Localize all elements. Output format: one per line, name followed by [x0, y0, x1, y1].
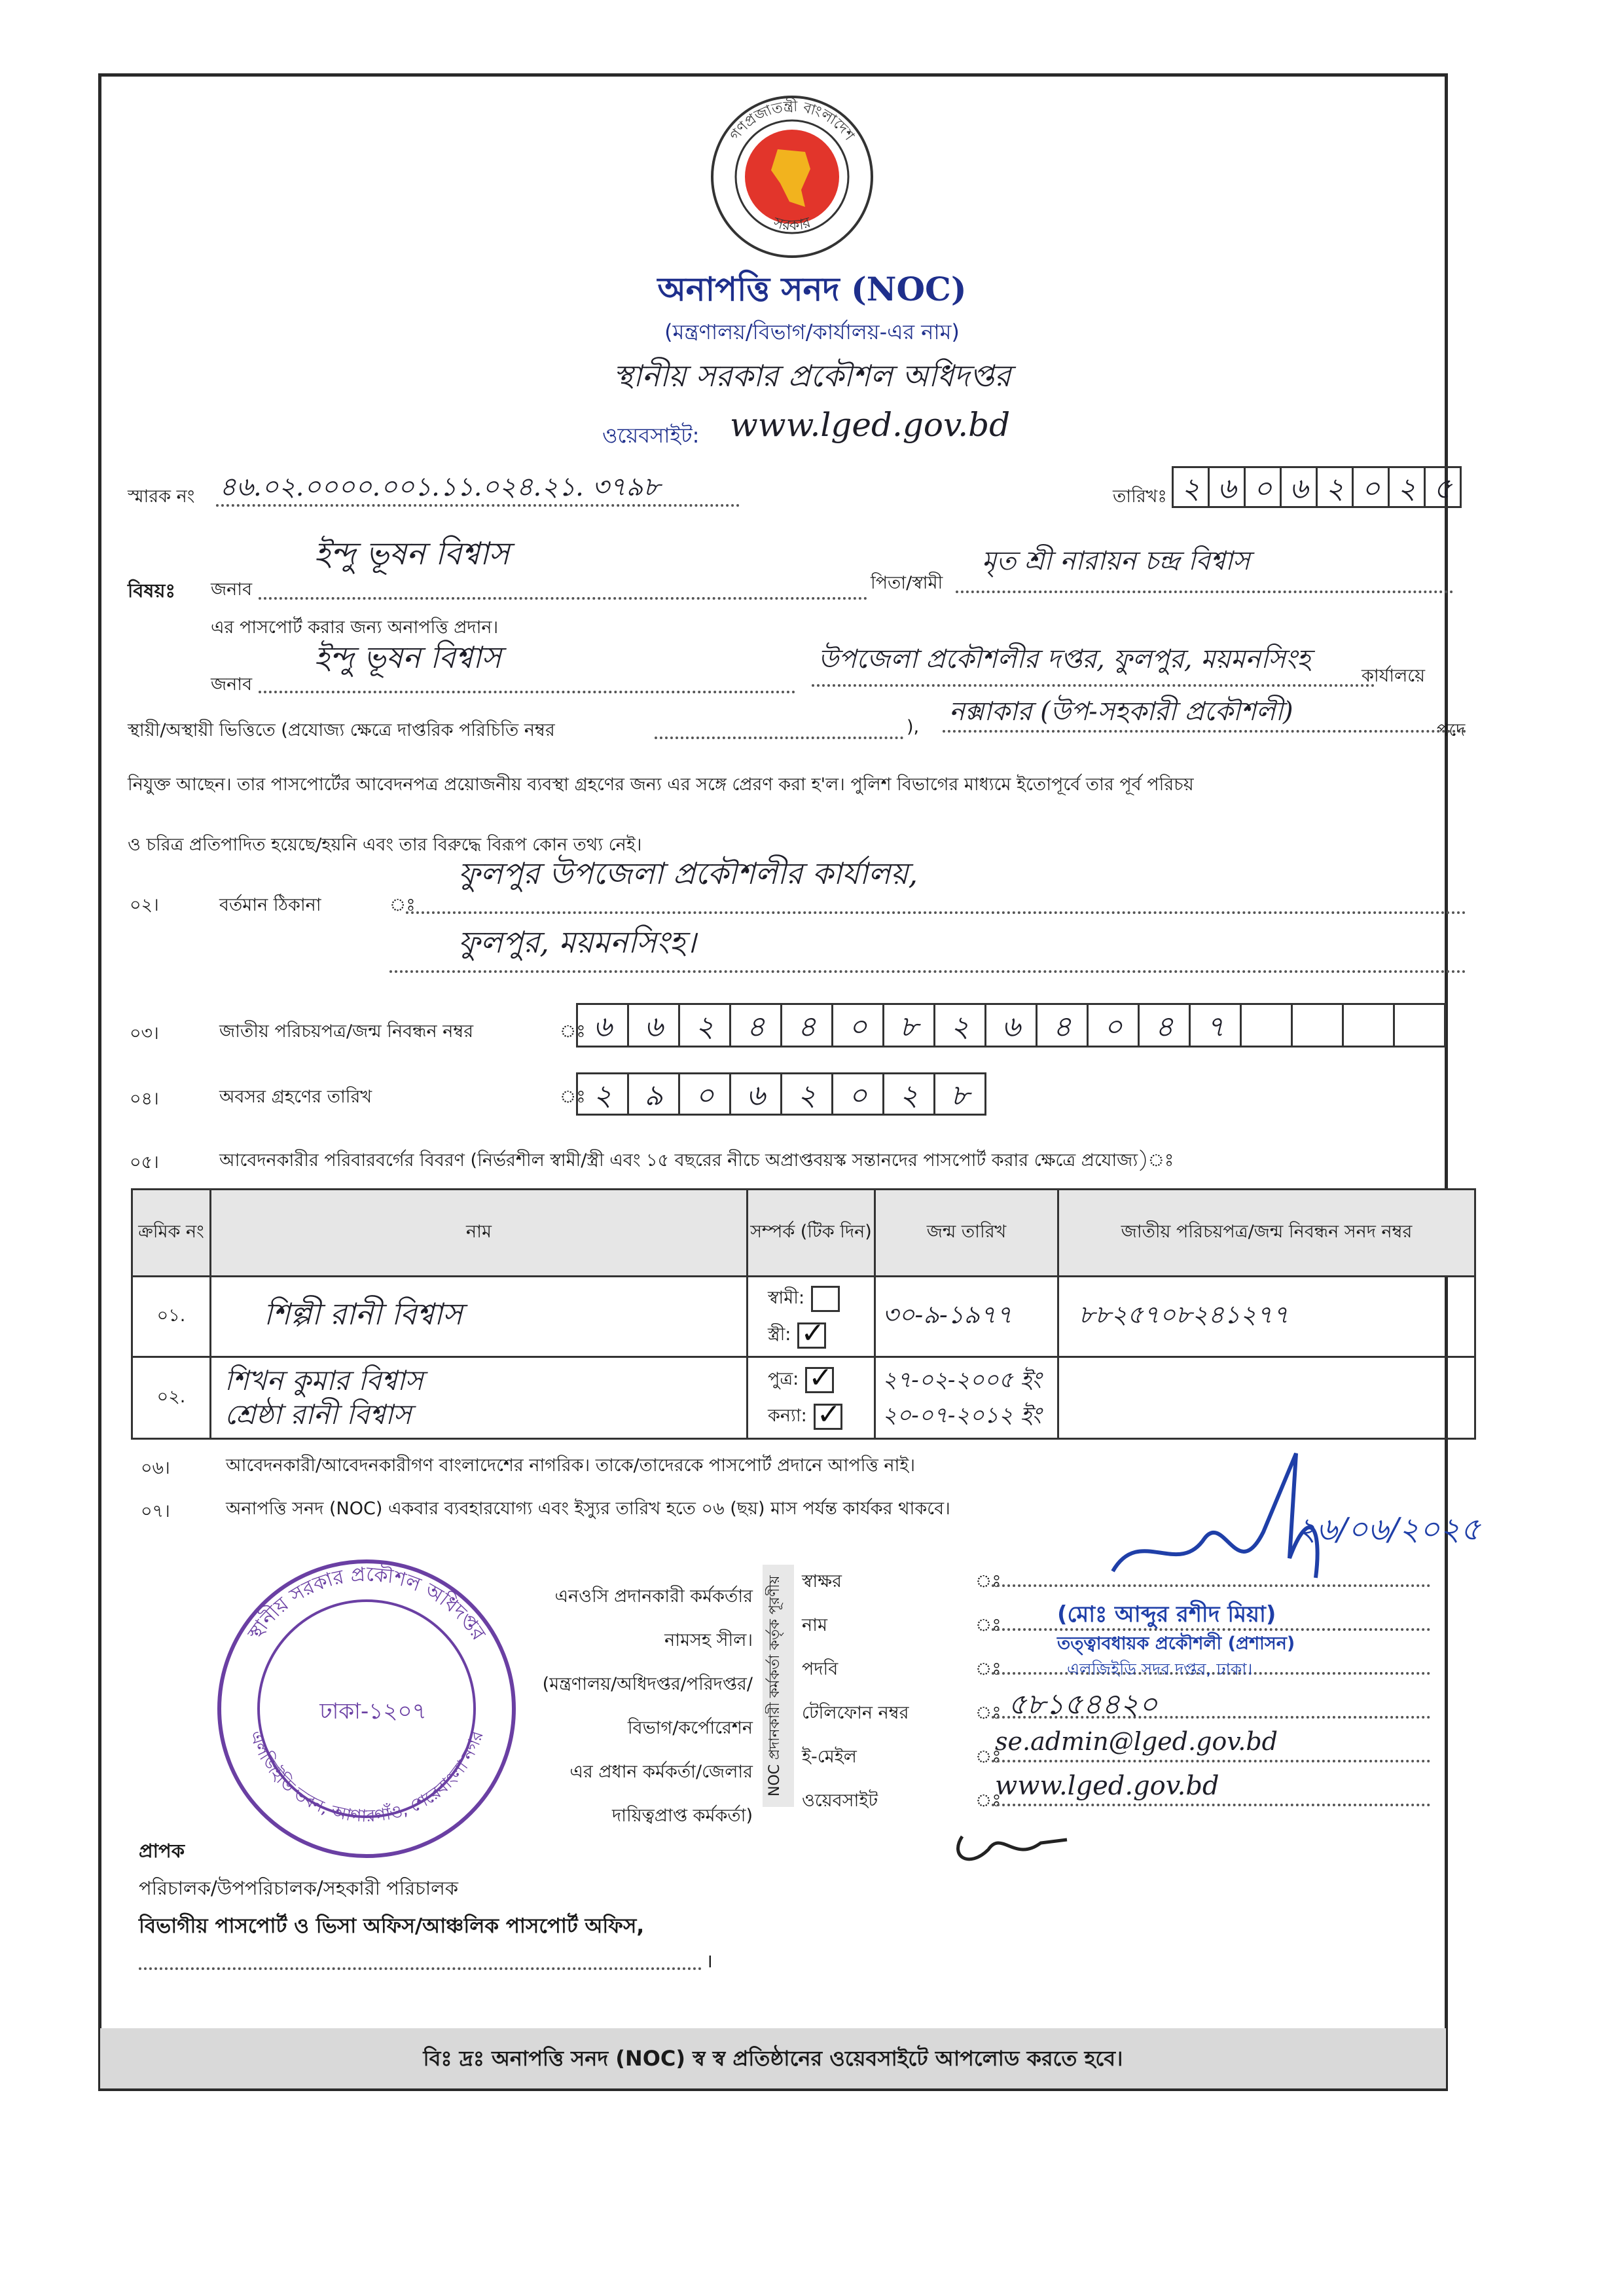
digit-box: ২	[1172, 466, 1210, 508]
digit-box: ৪	[780, 1003, 833, 1048]
mr-label: জনাব	[211, 579, 253, 600]
nid-label: জাতীয় পরিচয়পত্র/জন্ম নিবন্ধন নম্বর	[219, 1021, 474, 1042]
note-06-number: ০৬।	[141, 1458, 170, 1478]
digit-box: ২	[933, 1003, 986, 1048]
digit-box: ০	[1087, 1003, 1140, 1048]
col-dob: জন্ম তারিখ	[875, 1190, 1058, 1277]
svg-text:গণপ্রজাতন্ত্রী বাংলাদেশ: গণপ্রজাতন্ত্রী বাংলাদেশ	[727, 98, 857, 144]
subject-label: বিষয়ঃ	[128, 579, 175, 602]
office-suffix: কার্যালয়ে	[1362, 666, 1425, 686]
checkbox-husband[interactable]	[811, 1286, 840, 1312]
item-04-number: ০৪।	[130, 1089, 159, 1109]
digit-box: ৬	[627, 1003, 680, 1048]
recipient-label: প্রাপক	[139, 1840, 185, 1862]
signed-date: ২৬/০৬/২০২৫	[1296, 1511, 1481, 1548]
footer-note: বিঃ দ্রঃ অনাপত্তি সনদ (NOC) স্ব স্ব প্রতিষ্ঠানের ওয়েবসাইটে আপলোড করতে হবে।	[100, 2028, 1446, 2088]
digit-box	[1393, 1003, 1446, 1048]
digit-box: ৯	[627, 1072, 680, 1116]
table-row: ০১. শিল্পী রানী বিশ্বাস স্বামী: স্ত্রী: ✓ ৩০-৯-১৯৭৭ ৮৮২৫৭০৮২৪১২৭৭	[132, 1277, 1475, 1357]
digit-box: ২	[576, 1072, 629, 1116]
svg-text:এলজিইডি ভবন, আগারগাঁও, শেরেবাং: এলজিইডি ভবন, আগারগাঁও, শেরেবাংলা নগর	[245, 1728, 488, 1827]
memo-label: স্মারক নং	[128, 486, 195, 507]
paragraph-2: ও চরিত্র প্রতিপাদিত হয়েছে/হয়নি এবং তার বিরুদ্ধে বিরূপ কোন তথ্য নেই।	[128, 835, 642, 855]
signatory-name: (মোঃ আব্দুর রশীদ মিয়া)	[1057, 1601, 1276, 1628]
col-nid: জাতীয় পরিচয়পত্র/জন্ম নিবন্ধন সনদ নম্বর	[1058, 1190, 1475, 1277]
svg-text:সরকার: সরকার	[771, 214, 813, 234]
website-label: ওয়েবসাইট:	[602, 423, 700, 448]
digit-box: ৫	[1424, 466, 1462, 508]
family-label: আবেদনকারীর পরিবারবর্গের বিবরণ (নির্ভরশীল স্বামী/স্ত্রী এবং ১৫ বছরের নীচে অপ্রাপ্তবয়স্ক সন্তানদের পাসপোর্ট করার ক্ষেত্রে প্রযোজ্য)ঃ	[219, 1150, 1174, 1171]
digit-box: ৬	[729, 1072, 782, 1116]
close-paren: ),	[907, 717, 920, 737]
office-2: উপজেলা প্রকৌশলীর দপ্তর, ফুলপুর, ময়মনসিংহ	[818, 644, 1311, 674]
page-title: অনাপত্তি সনদ (NOC)	[657, 270, 967, 308]
table-header-row	[132, 1190, 1475, 1277]
col-serial: ক্রমিক নং	[132, 1190, 211, 1277]
father-name: মৃত শ্রী নারায়ন চন্দ্র বিশ্বাস	[982, 546, 1250, 576]
col-name: নাম	[211, 1190, 748, 1277]
recipient-line-2: বিভাগীয় পাসপোর্ট ও ভিসা অফিস/আঞ্চলিক পাসপোর্ট অফিস,	[139, 1914, 645, 1938]
digit-box: ৮	[933, 1072, 986, 1116]
family-table	[131, 1188, 1476, 1440]
signatory-fields: স্বাক্ষর নাম পদবি টেলিফোন নম্বর ই-মেইল ওয়েবসাইট	[802, 1571, 909, 1811]
digit-box: ২	[1316, 466, 1354, 508]
digit-box: ৬	[984, 1003, 1038, 1048]
post-suffix: পদে	[1437, 720, 1466, 740]
initials-icon	[943, 1804, 1074, 1876]
svg-text:ঢাকা-১২০৭: ঢাকা-১২০৭	[319, 1698, 427, 1724]
digit-box: ৮	[882, 1003, 935, 1048]
phone-value: ৫৮১৫৪৪২০	[1008, 1688, 1158, 1721]
digit-box: ৪	[729, 1003, 782, 1048]
permanent-text: স্থায়ী/অস্থায়ী ভিত্তিতে (প্রযোজ্য ক্ষেত্রে দাপ্তরিক পরিচিতি নম্বর	[128, 720, 555, 740]
subject-line2: এর পাসপোর্ট করার জন্য অনাপত্তি প্রদান।	[211, 617, 499, 638]
digit-box: ৪	[1138, 1003, 1191, 1048]
signatory-office: এলজিইডি সদর দপ্তর, ঢাকা।	[1067, 1660, 1253, 1679]
website-value-2: www.lged.gov.bd	[995, 1771, 1219, 1801]
digit-box: ০	[1352, 466, 1390, 508]
digit-box: ২	[1388, 466, 1426, 508]
digit-box	[1342, 1003, 1395, 1048]
subtitle: (মন্ত্রণালয়/বিভাগ/কার্যালয়-এর নাম)	[664, 319, 960, 344]
website-value: www.lged.gov.bd	[730, 406, 1011, 444]
note-07: অনাপত্তি সনদ (NOC) একবার ব্যবহারযোগ্য এবং ইস্যুর তারিখ হতে ০৬ (ছয়) মাস পর্যন্ত কার্যকর থাকবে।	[226, 1499, 950, 1519]
note-07-number: ০৭।	[141, 1501, 170, 1522]
digit-box: ০	[831, 1003, 884, 1048]
date-label: তারিখঃ	[1113, 486, 1167, 507]
noc-vertical-label: NOC প্রদানকারী কর্মকর্তা কর্তৃক পূরণীয়	[767, 1575, 783, 1796]
svg-text:স্থানীয় সরকার প্রকৌশল অধিদপ্ত: স্থানীয় সরকার প্রকৌশল অধিদপ্তর	[243, 1563, 490, 1645]
email-value: se.admin@lged.gov.bd	[995, 1727, 1278, 1756]
digit-box: ২	[780, 1072, 833, 1116]
signatory-designation: তত্ত্বাবধায়ক প্রকৌশলী (প্রশাসন)	[1057, 1633, 1295, 1654]
retirement-label: অবসর গ্রহণের তারিখ	[219, 1087, 372, 1107]
col-relation: সম্পর্ক (টিক দিন)	[748, 1190, 875, 1277]
digit-box	[1291, 1003, 1344, 1048]
digit-box: ০	[831, 1072, 884, 1116]
digit-box: ০	[678, 1072, 731, 1116]
applicant-name: ইন্দু ভূষন বিশ্বাস	[314, 536, 510, 572]
item-02-number: ০২।	[130, 895, 159, 915]
office-seal-icon	[209, 1552, 524, 1866]
item-03-number: ০৩।	[130, 1023, 159, 1044]
address-label: বর্তমান ঠিকানা	[219, 895, 321, 915]
signatory-left-text: এনওসি প্রদানকারী কর্মকর্তার নামসহ সীল। (মন্ত্রণালয়/অধিদপ্তর/পরিদপ্তর/ বিভাগ/কর্পোরেশন এর প্রধান কর্মকর্তা/জেলার দায়িত্বপ্রাপ্ত কর্মকর্তা)	[542, 1586, 753, 1826]
digit-box: ০	[1244, 466, 1282, 508]
digit-box: ৬	[576, 1003, 629, 1048]
office-name: স্থানীয় সরকার প্রকৌশল অধিদপ্তর	[613, 358, 1011, 393]
memo-number: ৪৬.০২.০০০০.০০১.১১.০২৪.২১. ৩৭৯৮	[219, 472, 660, 502]
mr-label-2: জনাব	[211, 674, 253, 695]
table-row: ০২. শিখন কুমার বিশ্বাস শ্রেষ্ঠা রানী বিশ্বাস পুত্র: ✓ কন্যা: ✓ ২৭-০২-২০০৫ ইং ২০-০৭-২০১২ ইং	[132, 1357, 1475, 1439]
government-emblem-icon	[707, 92, 877, 262]
checkbox-son[interactable]: ✓	[805, 1367, 834, 1393]
digit-box: ৭	[1189, 1003, 1242, 1048]
paragraph-1: নিযুক্ত আছেন। তার পাসপোর্টের আবেদনপত্র প্রয়োজনীয় ব্যবস্থা গ্রহণের জন্য এর সঙ্গে প্রেরণ করা হ'ল। পুলিশ বিভাগের মাধ্যমে ইতোপূর্বে তার পূর্ব পরিচয়	[128, 774, 1194, 795]
address-line-1: ফুলপুর উপজেলা প্রকৌশলীর কার্যালয়,	[458, 856, 918, 891]
recipient-line-1: পরিচালক/উপপরিচালক/সহকারী পরিচালক	[139, 1877, 459, 1899]
address-line-2: ফুলপুর, ময়মনসিংহ।	[458, 924, 696, 960]
digit-box: ৬	[1280, 466, 1318, 508]
checkbox-wife[interactable]: ✓	[797, 1322, 826, 1349]
applicant-name-2: ইন্দু ভূষন বিশ্বাস	[314, 640, 501, 675]
checkbox-daughter[interactable]: ✓	[814, 1404, 842, 1430]
digit-box: ২	[882, 1072, 935, 1116]
digit-box: ২	[678, 1003, 731, 1048]
item-05-number: ০৫।	[130, 1152, 159, 1173]
father-label: পিতা/স্বামী	[871, 573, 943, 593]
designation: নক্সাকার (উপ-সহকারী প্রকৌশলী)	[949, 697, 1293, 727]
digit-box: ৪	[1036, 1003, 1089, 1048]
note-06: আবেদনকারী/আবেদনকারীগণ বাংলাদেশের নাগরিক। তাকে/তাদেরকে পাসপোর্ট প্রদানে আপত্তি নাই।	[226, 1455, 916, 1476]
digit-box	[1240, 1003, 1293, 1048]
digit-box: ৬	[1208, 466, 1246, 508]
